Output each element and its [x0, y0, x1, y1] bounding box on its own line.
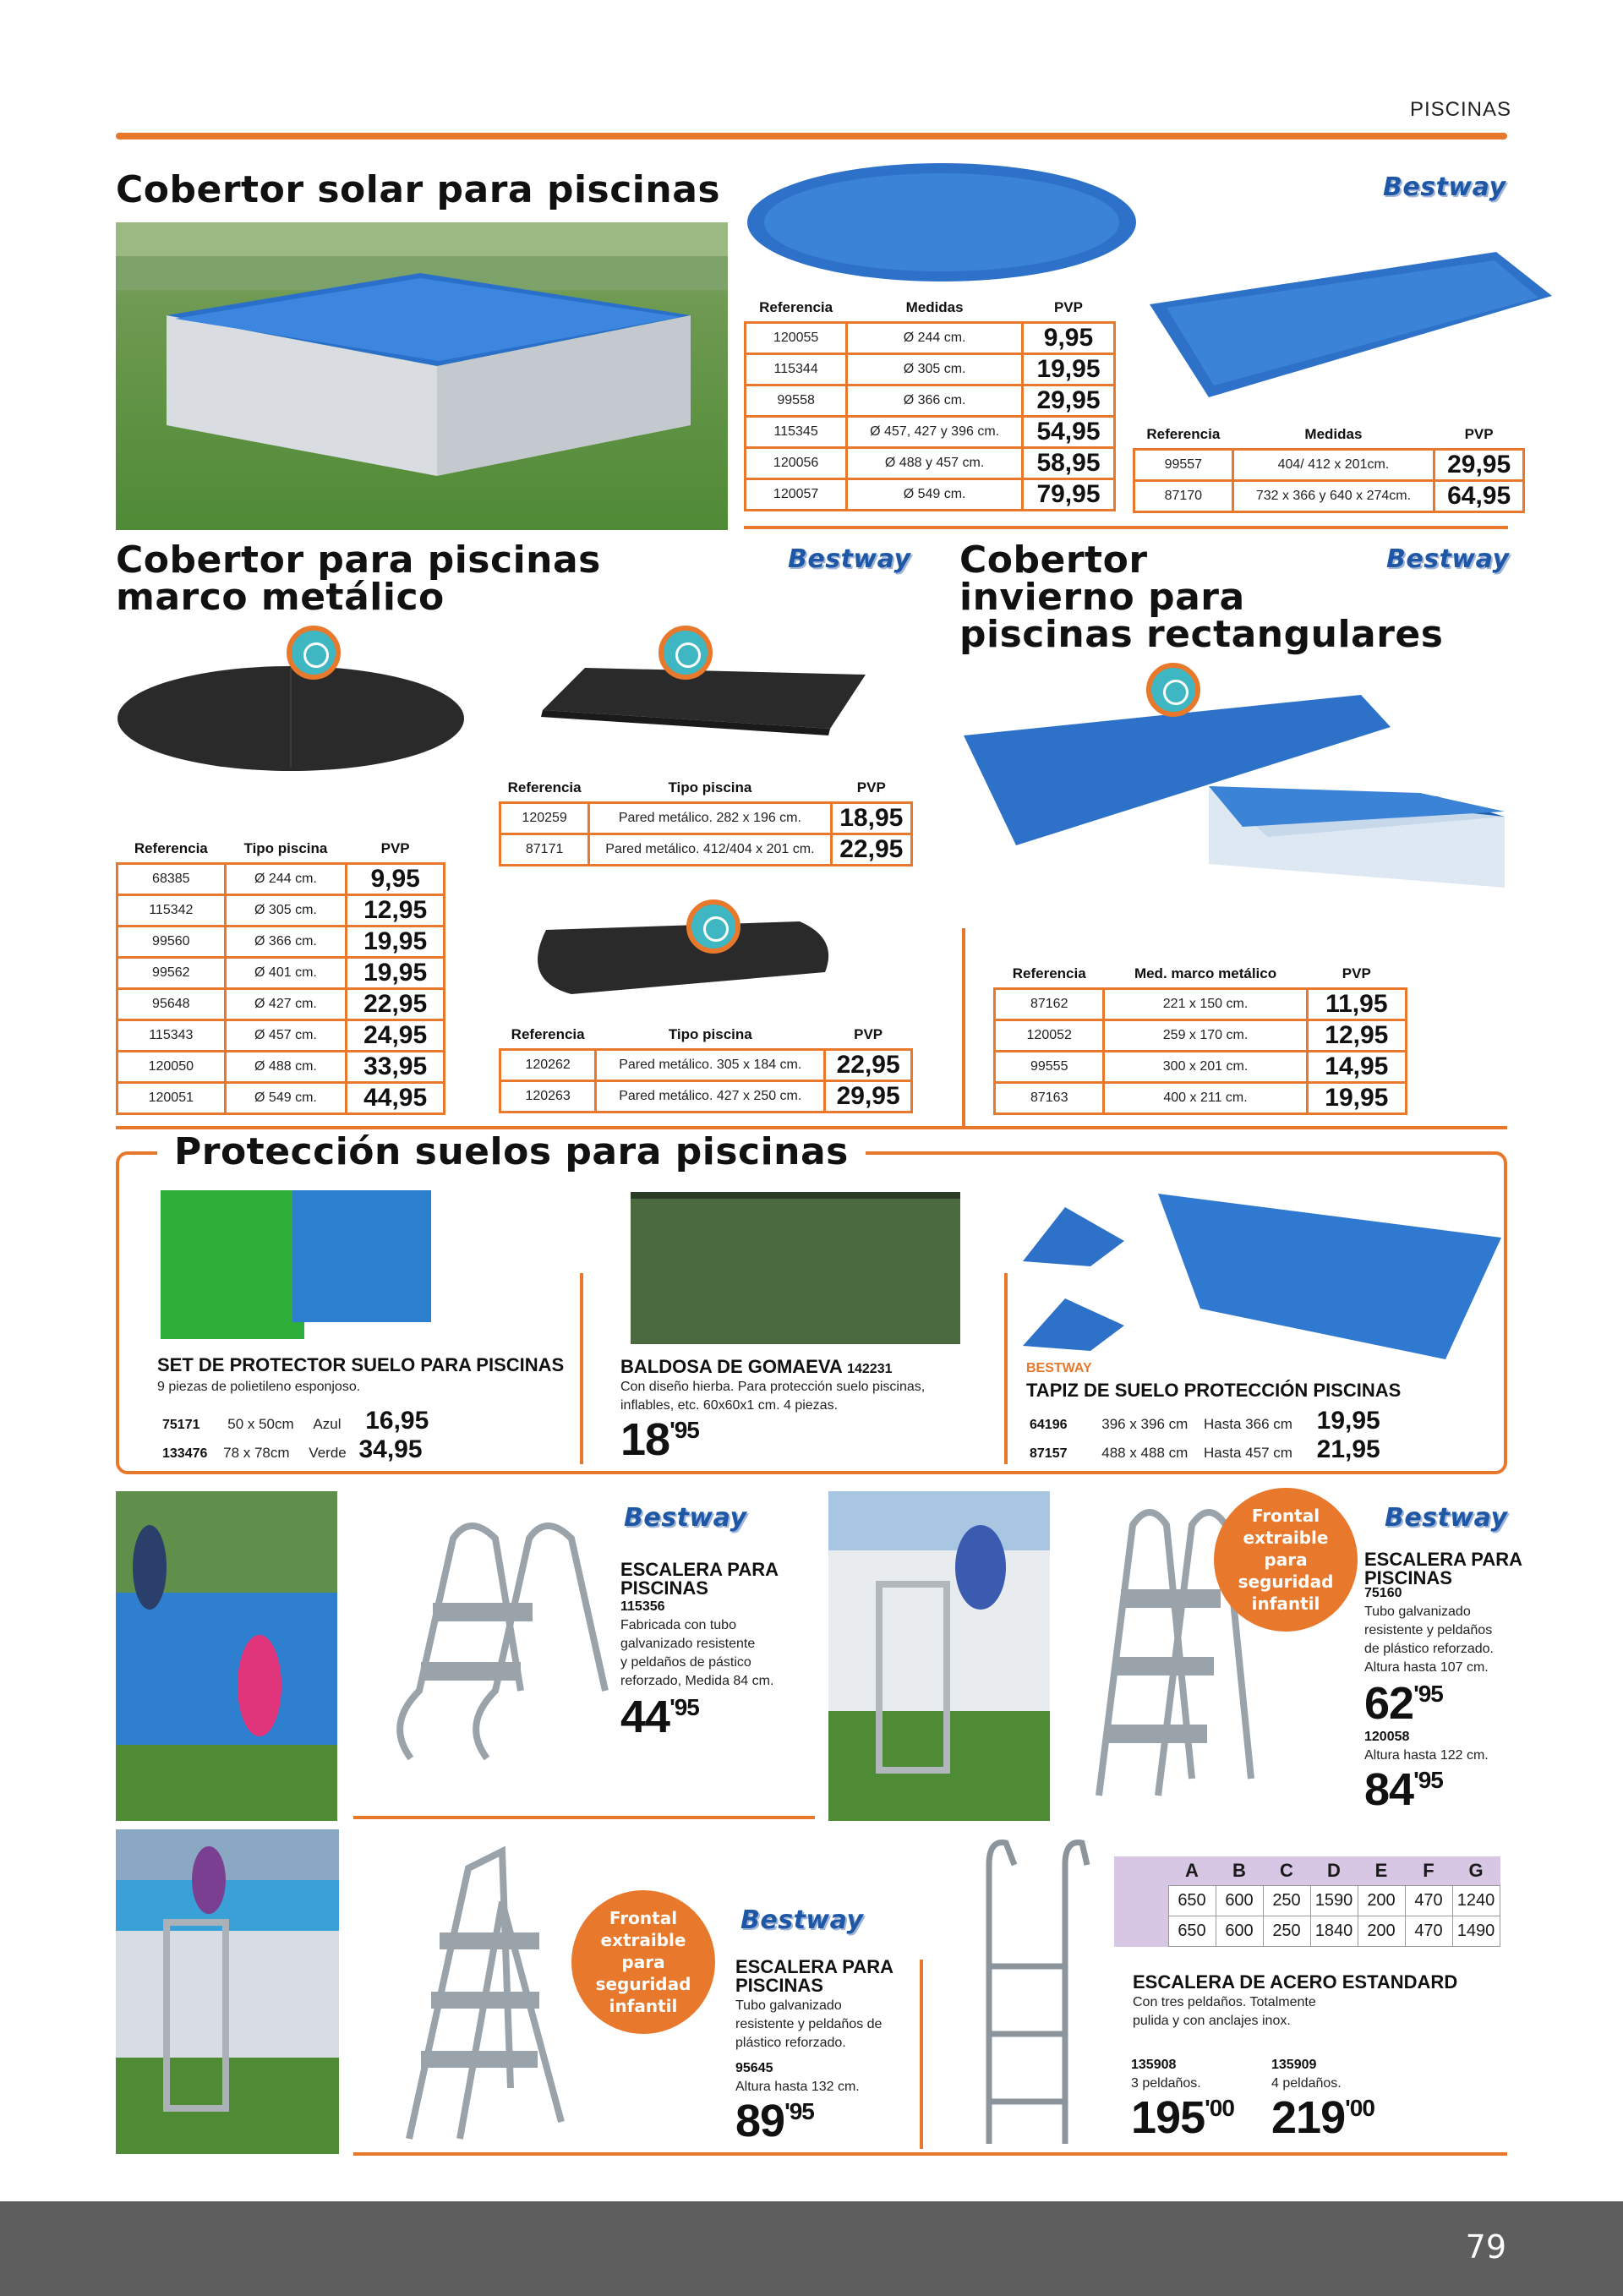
variant-ref: 64196 — [1030, 1418, 1068, 1432]
weather-icon — [686, 899, 740, 954]
dim-header: E — [1374, 1860, 1388, 1881]
ladder2-ref-2: 120058 — [1364, 1730, 1410, 1744]
table-row: 120052 259 x 170 cm. 12,95 — [995, 1020, 1407, 1052]
metal-brand-logo: Bestway — [788, 544, 911, 574]
winter-title-line2: invierno para — [959, 576, 1245, 619]
ladder1-ref: 115356 — [620, 1599, 665, 1614]
floor-set-variant-2 — [162, 1435, 423, 1464]
ladder1-product-image — [352, 1505, 619, 1774]
solar-brand-logo: Bestway — [1383, 172, 1506, 202]
ladder3-desc: Tubo galvanizado resistente y peldaños de plástico reforzado. — [735, 1998, 883, 2050]
floor-tile-set-image — [157, 1187, 436, 1346]
ladder1-desc: Fabricada con tubo galvanizado resistente y peldaños de pástico reforzado, Medida 84 cm. — [620, 1618, 774, 1688]
table-row: 99558 Ø 366 cm. 29,95 — [746, 385, 1115, 417]
floor-set-name: SET DE PROTECTOR SUELO PARA PISCINAS — [157, 1354, 565, 1375]
dim-header: C — [1280, 1860, 1293, 1881]
metal-round-cover-image — [116, 659, 466, 773]
safety-badge: Frontal extraible para seguridad infantil — [1214, 1488, 1358, 1632]
variant-size: 78 x 78cm — [223, 1445, 290, 1461]
metal-oval-cover-image — [521, 913, 839, 1001]
weather-icon — [287, 626, 341, 680]
table-row: 87171 Pared metálico. 412/404 x 201 cm. 22,95 — [500, 834, 912, 866]
table-row: 120051 Ø 549 cm. 44,95 — [117, 1083, 445, 1114]
variant-ref: 133476 — [162, 1446, 208, 1461]
col-header: Referencia — [1146, 426, 1221, 442]
ladder1-brand-logo: Bestway — [624, 1503, 747, 1533]
ladder3-brand-logo: Bestway — [740, 1905, 864, 1935]
col-header: PVP — [854, 1026, 883, 1042]
ladder2-price-1: $62^{'95}$ — [1364, 1678, 1443, 1729]
steel-name: ESCALERA DE ACERO ESTANDARD — [1133, 1971, 1458, 1993]
table-row: 650 600 250 1590 200 470 1240 — [1114, 1886, 1500, 1916]
table-row: 115344 Ø 305 cm. 19,95 — [746, 354, 1115, 385]
metal-table-round — [116, 839, 445, 1115]
page-number: 79 — [1465, 2228, 1506, 2266]
dim-header: A — [1185, 1860, 1199, 1881]
ladder2-brand-logo: Bestway — [1385, 1503, 1508, 1533]
col-header: Tipo piscina — [668, 779, 752, 795]
metal-table-oval — [499, 1025, 913, 1113]
floor-tile-ref: 142231 — [847, 1362, 893, 1376]
floor-mat-variant-2 — [1030, 1435, 1380, 1464]
floor-mat-variant-1 — [1030, 1407, 1380, 1435]
solar-rect-cover-image — [1141, 245, 1555, 406]
ladder3-product-image — [375, 1834, 587, 2147]
table-row: 99560 Ø 366 cm. 19,95 — [117, 927, 445, 958]
divider — [962, 928, 965, 1126]
ladder1-name: ESCALERA PARA PISCINAS — [620, 1559, 779, 1599]
table-row: 120050 Ø 488 cm. 33,95 — [117, 1052, 445, 1083]
table-row: 120262 Pared metálico. 305 x 184 cm. 22,95 — [500, 1050, 912, 1081]
table-row: 99557 404/ 412 x 201cm. 29,95 — [1134, 450, 1524, 481]
ladder2-desc-2: Altura hasta 122 cm. — [1364, 1748, 1489, 1763]
metal-title-line2: marco metálico — [116, 576, 445, 619]
metal-title-line1: Cobertor para piscinas — [116, 538, 601, 582]
col-header: Medidas — [905, 299, 964, 315]
ladder3-name: ESCALERA PARA PISCINAS — [735, 1956, 893, 1996]
table-row: 87170 732 x 366 y 640 x 274cm. 64,95 — [1134, 481, 1524, 512]
floor-title: Protección suelos para piscinas — [157, 1133, 866, 1172]
steel-desc2: pulida y con anclajes inox. — [1133, 2014, 1291, 2028]
winter-table — [993, 964, 1407, 1115]
variant-size: 488 x 488 cm — [1101, 1445, 1189, 1461]
solar-table-round — [744, 298, 1116, 511]
section-label: PISCINAS — [1410, 98, 1512, 121]
floor-tile-price: $18^{'95}$ — [620, 1414, 699, 1465]
steel-ladder-image — [964, 1831, 1090, 2152]
col-header: Tipo piscina — [243, 840, 328, 856]
table-row: 95648 Ø 427 cm. 22,95 — [117, 989, 445, 1020]
floor-tile-desc1: Con diseño hierba. Para protección suelo piscinas, — [620, 1380, 926, 1394]
floor-set-variant-1 — [162, 1407, 429, 1435]
col-header: PVP — [856, 779, 886, 795]
solar-table-rect — [1133, 424, 1525, 513]
variant-ref: 75171 — [162, 1418, 200, 1432]
page-footer — [0, 2201, 1623, 2296]
table-row: 115343 Ø 457 cm. 24,95 — [117, 1020, 445, 1052]
dim-header: G — [1468, 1860, 1484, 1881]
divider — [116, 1126, 1507, 1129]
steel-v1-ref: 135908 — [1131, 2058, 1177, 2072]
col-header: Medidas — [1304, 426, 1363, 442]
floor-mat-brand: BESTWAY — [1026, 1361, 1092, 1375]
table-row: 120055 Ø 244 cm. 9,95 — [746, 323, 1115, 354]
ladder1-price: $44^{'95}$ — [620, 1692, 699, 1742]
variant-max: Hasta 457 cm — [1204, 1445, 1292, 1461]
winter-title-line3: piscinas rectangulares — [959, 613, 1444, 656]
ladder3-price: $89^{'95}$ — [735, 2096, 814, 2146]
ladder2-name: ESCALERA PARA PISCINAS — [1364, 1549, 1522, 1588]
variant-price: 21,95 — [1316, 1435, 1380, 1463]
col-header: Referencia — [1012, 965, 1086, 981]
table-row: 120056 Ø 488 y 457 cm. 58,95 — [746, 448, 1115, 479]
col-header: PVP — [380, 840, 410, 856]
table-row: 68385 Ø 244 cm. 9,95 — [117, 864, 445, 895]
floor-tile-name: BALDOSA DE GOMAEVA 142231 — [620, 1356, 893, 1377]
steel-desc1: Con tres peldaños. Totalmente — [1133, 1995, 1316, 2009]
table-row: 115342 Ø 305 cm. 12,95 — [117, 895, 445, 927]
table-row: 99562 Ø 401 cm. 19,95 — [117, 958, 445, 989]
divider — [920, 1960, 923, 2149]
col-header: Tipo piscina — [668, 1026, 752, 1042]
ladder2-price-2: $84^{'95}$ — [1364, 1764, 1443, 1815]
dim-header: F — [1423, 1860, 1434, 1881]
col-header: PVP — [1342, 965, 1371, 981]
steel-v2-desc: 4 peldaños. — [1271, 2076, 1342, 2091]
winter-cover-image — [964, 685, 1522, 938]
table-row: 87163 400 x 211 cm. 19,95 — [995, 1083, 1407, 1114]
metal-table-rect — [499, 778, 913, 866]
table-row: 115345 Ø 457, 427 y 396 cm. 54,95 — [746, 417, 1115, 448]
divider — [580, 1273, 583, 1464]
steel-dimensions-table — [1114, 1856, 1500, 1947]
variant-color: Azul — [313, 1416, 342, 1432]
floor-mat-image — [1023, 1190, 1505, 1359]
weather-icon — [658, 626, 713, 680]
safety-badge: Frontal extraible para seguridad infantil — [571, 1890, 715, 2034]
steel-v1-desc: 3 peldaños. — [1131, 2076, 1201, 2091]
solar-round-cover-image — [744, 161, 1139, 284]
ladder3-ref: 95645 — [735, 2061, 773, 2075]
solar-pool-photo — [116, 222, 728, 530]
header-rule — [116, 133, 1507, 139]
winter-title-line1: Cobertor — [959, 538, 1148, 582]
table-row: 87162 221 x 150 cm. 11,95 — [995, 989, 1407, 1020]
col-header: Referencia — [511, 1026, 585, 1042]
ladder1-lifestyle-photo — [116, 1491, 337, 1821]
floor-set-desc: 9 piezas de polietileno esponjoso. — [157, 1380, 361, 1394]
ladder2-ref: 75160 — [1364, 1586, 1402, 1600]
steel-v2-price: $219^{'00}$ — [1271, 2092, 1374, 2143]
table-row: 120263 Pared metálico. 427 x 250 cm. 29,95 — [500, 1081, 912, 1112]
variant-price: 16,95 — [365, 1407, 429, 1435]
col-header: Referencia — [134, 840, 208, 856]
dim-header: B — [1232, 1860, 1246, 1881]
weather-icon — [1146, 663, 1200, 717]
table-row: 120057 Ø 549 cm. 79,95 — [746, 479, 1115, 511]
divider — [1004, 1273, 1008, 1464]
ladder3-lifestyle-photo — [116, 1829, 339, 2154]
col-header: PVP — [1464, 426, 1494, 442]
col-header: Referencia — [507, 779, 582, 795]
variant-color: Verde — [309, 1445, 347, 1461]
winter-brand-logo: Bestway — [1386, 544, 1510, 574]
ladder3-desc-2: Altura hasta 132 cm. — [735, 2080, 860, 2094]
variant-price: 34,95 — [358, 1435, 423, 1463]
divider — [353, 1816, 815, 1819]
col-header: PVP — [1053, 299, 1083, 315]
ladder2-lifestyle-photo — [828, 1491, 1050, 1821]
ladder2-desc: Tubo galvanizado resistente y peldaños de plástico reforzado. Altura hasta 107 cm. — [1364, 1604, 1494, 1675]
col-header: Referencia — [759, 299, 833, 315]
variant-max: Hasta 366 cm — [1204, 1416, 1292, 1432]
divider — [744, 526, 1508, 529]
variant-price: 19,95 — [1316, 1407, 1380, 1435]
divider — [353, 2152, 1507, 2156]
steel-v2-ref: 135909 — [1271, 2058, 1317, 2072]
table-row: 99555 300 x 201 cm. 14,95 — [995, 1052, 1407, 1083]
floor-eva-tile-image — [631, 1192, 960, 1344]
floor-mat-name: TAPIZ DE SUELO PROTECCIÓN PISCINAS — [1026, 1380, 1402, 1401]
col-header: Med. marco metálico — [1134, 965, 1277, 981]
variant-size: 396 x 396 cm — [1101, 1416, 1189, 1432]
solar-title: Cobertor solar para piscinas — [116, 168, 721, 211]
variant-ref: 87157 — [1030, 1446, 1068, 1461]
steel-v1-price: $195^{'00}$ — [1131, 2092, 1234, 2143]
variant-size: 50 x 50cm — [227, 1416, 294, 1432]
table-row: 650 600 250 1840 200 470 1490 — [1114, 1916, 1500, 1947]
floor-tile-desc2: inflables, etc. 60x60x1 cm. 4 piezas. — [620, 1398, 839, 1413]
dim-header: D — [1327, 1860, 1341, 1881]
table-row: 120259 Pared metálico. 282 x 196 cm. 18,95 — [500, 803, 912, 834]
